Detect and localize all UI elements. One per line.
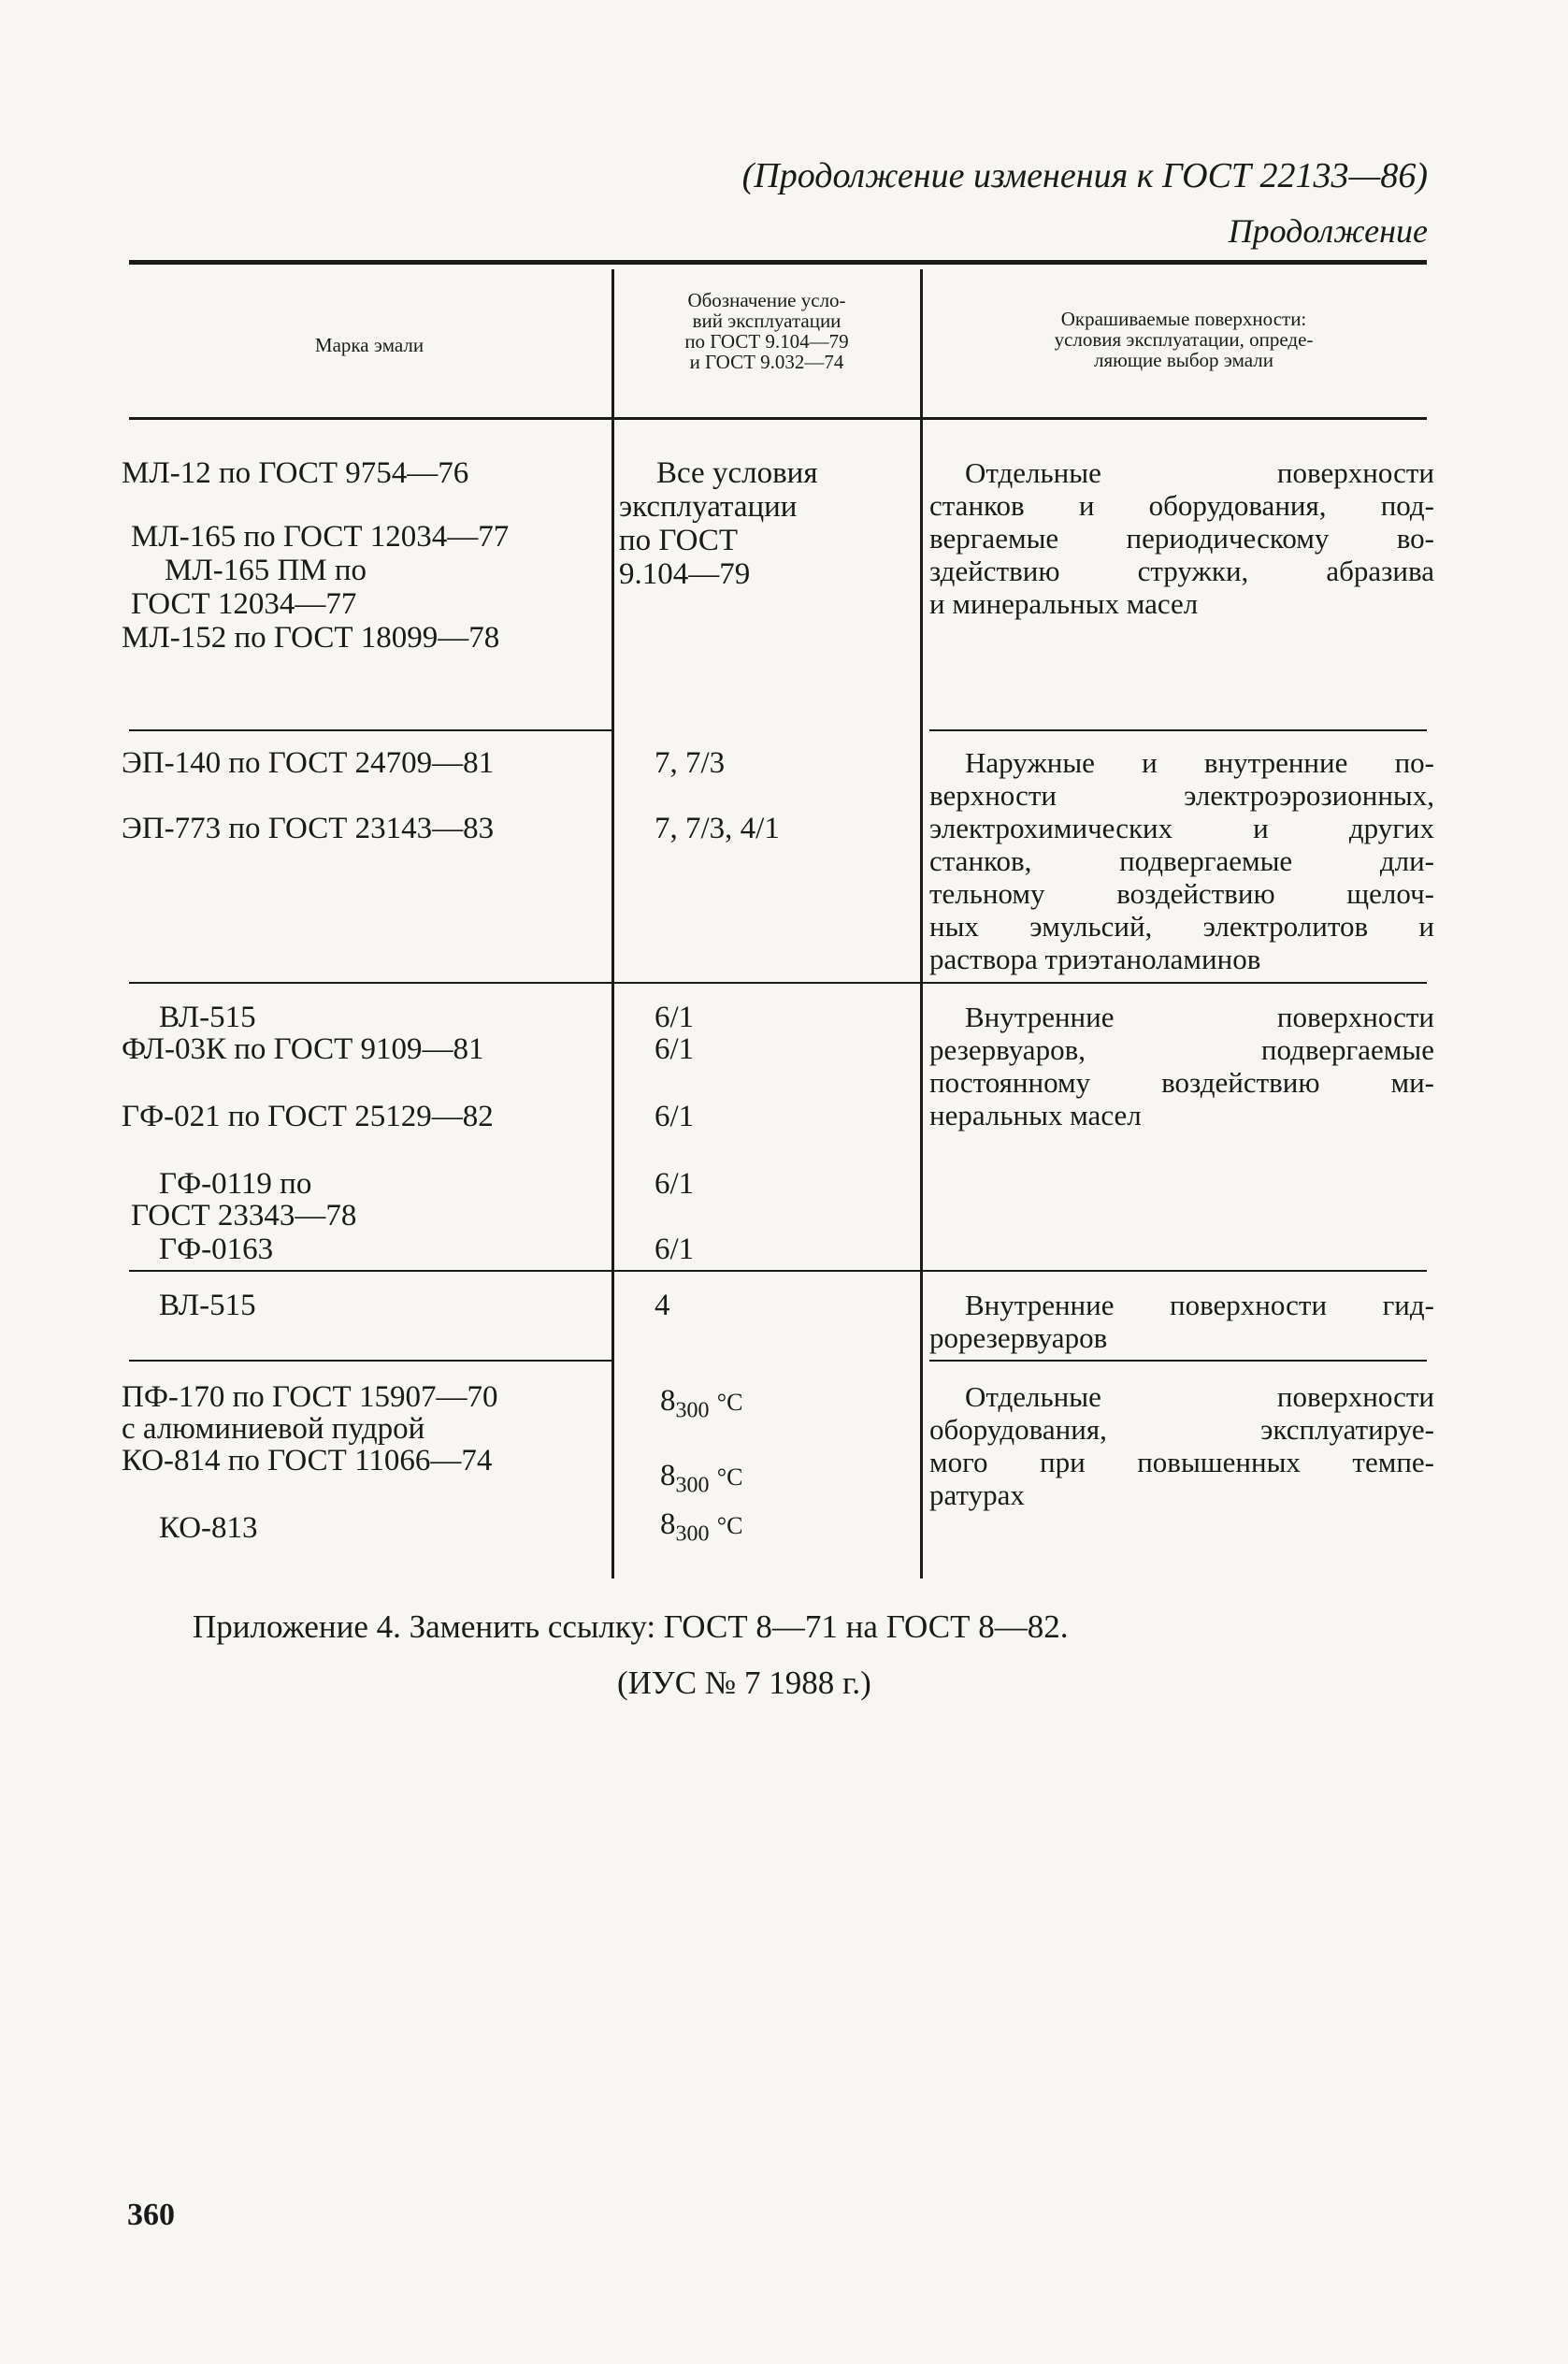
conditions-gf021: 6/1 xyxy=(655,1100,695,1133)
surfaces-group1: Отдельные поверхности станков и оборудования, под- вергаемые периодическому во- здействию стружки, абразива и минеральных масел xyxy=(929,456,1434,620)
source-reference: (ИУС № 7 1988 г.) xyxy=(617,1665,871,1701)
conditions-fl03k: 6/1 xyxy=(655,1032,695,1066)
enamel-vl515: ВЛ-515 xyxy=(159,1001,256,1034)
column-divider-2 xyxy=(920,269,923,1578)
conditions-ko814: $8_{300}$ °С xyxy=(660,1459,743,1498)
enamel-gf021: ГФ-021 по ГОСТ 25129—82 xyxy=(122,1100,494,1133)
group1-rule-right xyxy=(929,729,1427,731)
enamel-ml12: МЛ-12 по ГОСТ 9754—76 xyxy=(122,456,469,490)
group4-rule-right xyxy=(929,1360,1427,1362)
enamel-gf0119-gost: ГОСТ 23343—78 xyxy=(131,1199,357,1232)
enamel-gf0163: ГФ-0163 xyxy=(159,1232,274,1266)
conditions-vl515-hydro: 4 xyxy=(655,1289,670,1322)
table-top-rule xyxy=(129,260,1427,265)
table-header-rule xyxy=(129,417,1427,420)
column-header-enamel: Марка эмали xyxy=(314,334,424,356)
appendix-note: Приложение 4. Заменить ссылку: ГОСТ 8—71 на ГОСТ 8—82. xyxy=(193,1608,1069,1645)
enamel-ml165pm-gost: ГОСТ 12034—77 xyxy=(131,587,357,621)
enamel-pf170: ПФ-170 по ГОСТ 15907—70 xyxy=(122,1380,498,1414)
group1-rule-left xyxy=(129,729,611,731)
enamel-ko813: КО-813 xyxy=(159,1511,258,1545)
column-divider-1 xyxy=(611,269,614,1578)
continuation-title: (Продолжение изменения к ГОСТ 22133—86) xyxy=(741,156,1428,195)
group4-rule-left xyxy=(129,1360,611,1362)
enamel-gf0119: ГФ-0119 по xyxy=(159,1167,312,1201)
page-number: 360 xyxy=(127,2198,175,2232)
conditions-gf0163: 6/1 xyxy=(655,1232,695,1266)
surfaces-group4: Внутренние поверхности гид- рорезервуаров xyxy=(929,1289,1434,1354)
conditions-vl515: 6/1 xyxy=(655,1001,695,1034)
conditions-ep140: 7, 7/3 xyxy=(655,746,726,780)
enamel-vl515-hydro: ВЛ-515 xyxy=(159,1289,256,1322)
enamel-fl03k: ФЛ-03К по ГОСТ 9109—81 xyxy=(122,1032,484,1066)
enamel-ml152: МЛ-152 по ГОСТ 18099—78 xyxy=(122,621,500,655)
surfaces-group5: Отдельные поверхности оборудования, эксплуатируе- мого при повышенных темпе- ратурах xyxy=(929,1380,1434,1511)
enamel-ep773: ЭП-773 по ГОСТ 23143—83 xyxy=(122,812,495,845)
conditions-group1: Все условия эксплуатации по ГОСТ 9.104—79 xyxy=(619,456,818,591)
conditions-gf0119: 6/1 xyxy=(655,1167,695,1201)
continued-label: Продолжение xyxy=(1228,212,1428,250)
column-header-surfaces: Окрашиваемые поверхности: условия эксплуатации, опреде- ляющие выбор эмали xyxy=(1054,308,1314,371)
surfaces-group3: Внутренние поверхности резервуаров, подвергаемые постоянному воздействию ми- неральных масел xyxy=(929,1001,1434,1132)
surfaces-group2: Наружные и внутренние по- верхности электроэрозионных, электрохимических и других станков, подвергаемые дли- тельному воздействию щелоч- ных эмульсий, электролитов и раствора триэтаноламинов xyxy=(929,746,1434,975)
enamel-ko814: КО-814 по ГОСТ 11066—74 xyxy=(122,1444,493,1478)
group3-rule xyxy=(129,1270,1427,1272)
conditions-ko813: $8_{300}$ °С xyxy=(660,1507,743,1547)
enamel-ml165: МЛ-165 по ГОСТ 12034—77 xyxy=(131,520,510,554)
group2-rule xyxy=(129,982,1427,984)
enamel-ml165pm: МЛ-165 ПМ по xyxy=(165,554,367,587)
enamel-ep140: ЭП-140 по ГОСТ 24709—81 xyxy=(122,746,495,780)
conditions-ep773: 7, 7/3, 4/1 xyxy=(655,812,780,845)
column-header-conditions: Обозначение усло- вий эксплуатации по ГОСТ 9.104—79 и ГОСТ 9.032—74 xyxy=(684,289,849,373)
conditions-pf170: $8_{300}$ °С xyxy=(660,1384,743,1423)
enamel-pf170-aluminium: с алюминиевой пудрой xyxy=(122,1412,425,1446)
